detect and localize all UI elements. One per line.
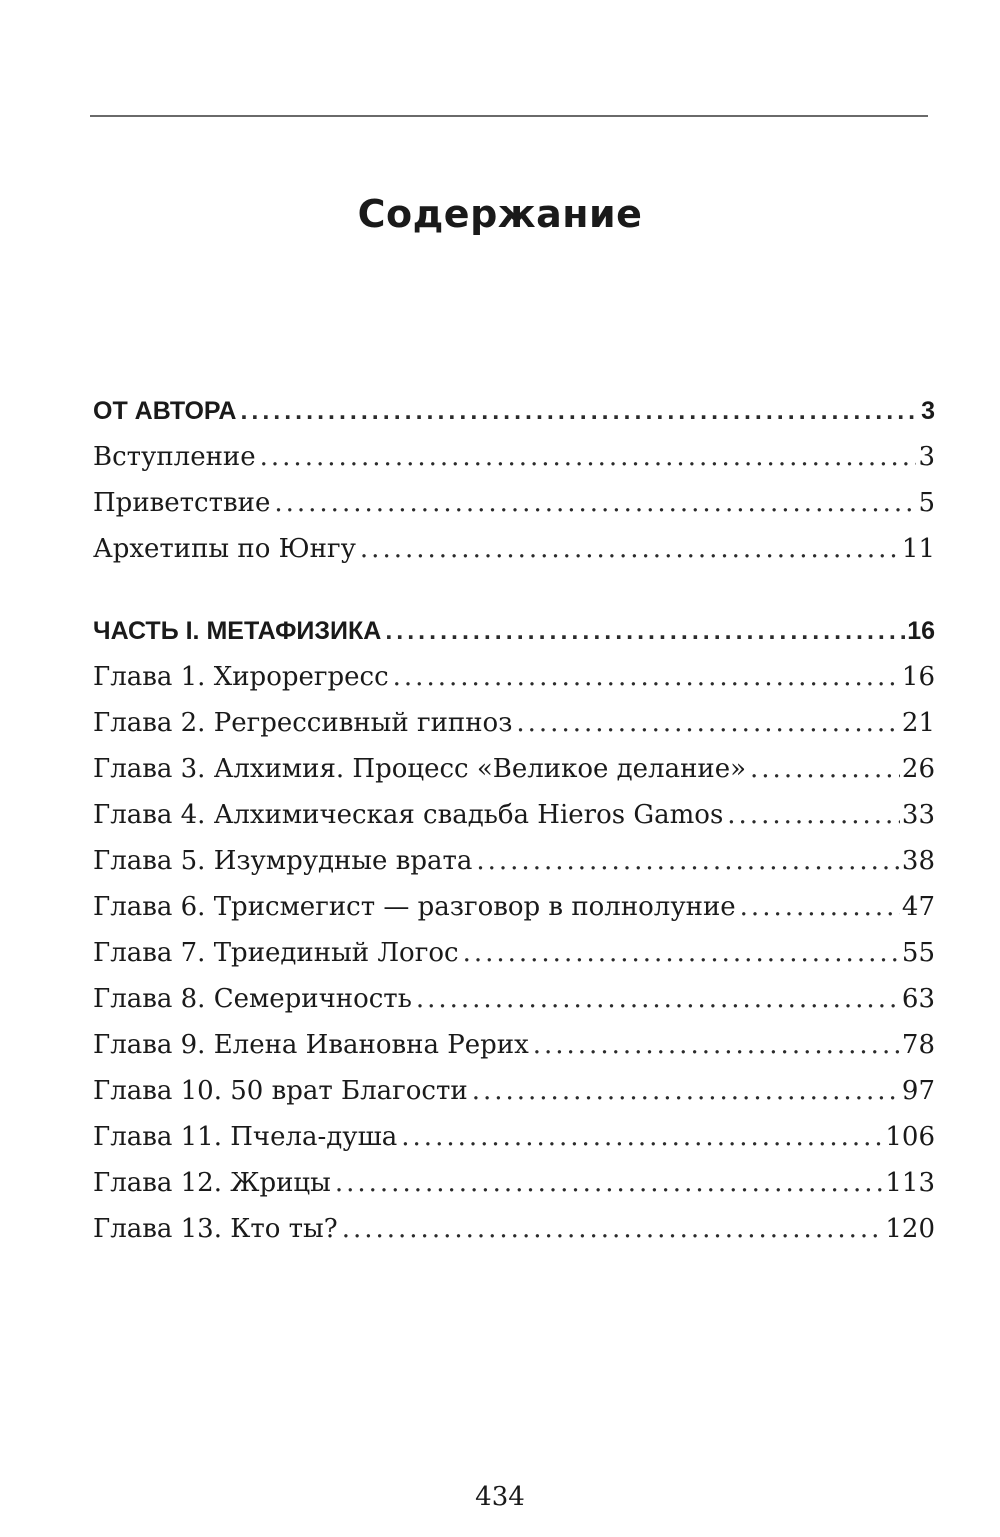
toc-entry[interactable]: [93, 930, 935, 976]
toc-entry[interactable]: [93, 976, 935, 1022]
toc-entry-page: 11: [901, 534, 935, 564]
dot-leader: [416, 976, 900, 1022]
toc-entry-label: Глава 6. Трисмегист — разговор в полнолуние: [93, 892, 736, 922]
dot-leader: [476, 838, 900, 884]
toc-entry-page: 113: [885, 1168, 935, 1198]
toc-entry-label: Приветствие: [93, 488, 271, 518]
toc-entry-page: 26: [901, 754, 935, 784]
dot-leader: [260, 434, 917, 480]
toc-entry-page: 97: [901, 1076, 935, 1106]
toc-entry-label: Глава 7. Триединый Логос: [93, 938, 459, 968]
toc-entry-page: 106: [885, 1122, 935, 1152]
toc-entry[interactable]: [93, 1022, 935, 1068]
toc-entry-label: Глава 12. Жрицы: [93, 1168, 331, 1198]
toc-entry-label: Глава 3. Алхимия. Процесс «Великое делание»: [93, 754, 747, 784]
toc-section-part-1: [93, 608, 935, 1252]
toc-entry-label: Глава 2. Регрессивный гипноз: [93, 708, 513, 738]
toc-entry[interactable]: [93, 884, 935, 930]
toc-entry-label: Глава 4. Алхимическая свадьба Hieros Gamos: [93, 800, 724, 830]
toc-heading[interactable]: [93, 388, 935, 434]
dot-leader: [360, 526, 900, 572]
dot-leader: [401, 1114, 883, 1160]
toc-heading[interactable]: [93, 608, 935, 654]
dot-leader: [740, 884, 900, 930]
toc-entry[interactable]: [93, 792, 935, 838]
dot-leader: [533, 1022, 900, 1068]
toc-entry-page: 33: [901, 800, 935, 830]
toc-entry-page: 21: [901, 708, 935, 738]
dot-leader: [342, 1206, 884, 1252]
toc-entry-page: 5: [918, 488, 935, 518]
toc-entry-label: Архетипы по Юнгу: [93, 534, 356, 564]
toc-entry[interactable]: [93, 480, 935, 526]
toc-heading-label: ОТ АВТОРА: [93, 397, 237, 425]
toc-entry-label: Глава 11. Пчела-душа: [93, 1122, 398, 1152]
dot-leader: [463, 930, 900, 976]
toc-entry[interactable]: [93, 526, 935, 572]
toc-entry-label: Глава 5. Изумрудные врата: [93, 846, 473, 876]
toc-entry-page: 63: [901, 984, 935, 1014]
dot-leader: [335, 1160, 884, 1206]
dot-leader: [274, 480, 916, 526]
toc-entry[interactable]: [93, 434, 935, 480]
toc-entry[interactable]: [93, 700, 935, 746]
toc-entry-label: Вступление: [93, 442, 256, 472]
toc-entry[interactable]: [93, 838, 935, 884]
toc-heading-page: 3: [921, 397, 935, 425]
toc-entry-page: 78: [901, 1030, 935, 1060]
toc-entry-page: 55: [901, 938, 935, 968]
toc-entry-page: 47: [901, 892, 935, 922]
page-number: 434: [475, 1482, 525, 1512]
toc-heading-page: 16: [907, 617, 935, 645]
toc-entry-label: Глава 13. Кто ты?: [93, 1214, 338, 1244]
toc-entry-label: Глава 1. Хирорегресс: [93, 662, 389, 692]
toc-entry-page: 16: [901, 662, 935, 692]
header-rule: [90, 115, 928, 117]
toc-entry-label: Глава 10. 50 врат Благости: [93, 1076, 468, 1106]
dot-leader: [472, 1068, 900, 1114]
table-of-contents: [93, 388, 935, 1252]
dot-leader: [393, 654, 900, 700]
toc-entry-label: Глава 8. Семеричность: [93, 984, 412, 1014]
toc-entry[interactable]: [93, 1068, 935, 1114]
dot-leader: [750, 746, 900, 792]
toc-section-author: [93, 388, 935, 572]
toc-entry[interactable]: [93, 1206, 935, 1252]
dot-leader: [727, 792, 900, 838]
toc-entry[interactable]: [93, 1114, 935, 1160]
toc-entry-page: 120: [885, 1214, 935, 1244]
toc-entry-page: 38: [901, 846, 935, 876]
toc-entry[interactable]: [93, 654, 935, 700]
toc-entry-page: 3: [918, 442, 935, 472]
dot-leader: [240, 388, 919, 434]
toc-heading-label: ЧАСТЬ I. МЕТАФИЗИКА: [93, 617, 382, 645]
toc-entry[interactable]: [93, 1160, 935, 1206]
page-title: Содержание: [357, 192, 643, 236]
toc-entry-label: Глава 9. Елена Ивановна Рерих: [93, 1030, 529, 1060]
dot-leader: [516, 700, 900, 746]
dot-leader: [385, 608, 905, 654]
toc-entry[interactable]: [93, 746, 935, 792]
